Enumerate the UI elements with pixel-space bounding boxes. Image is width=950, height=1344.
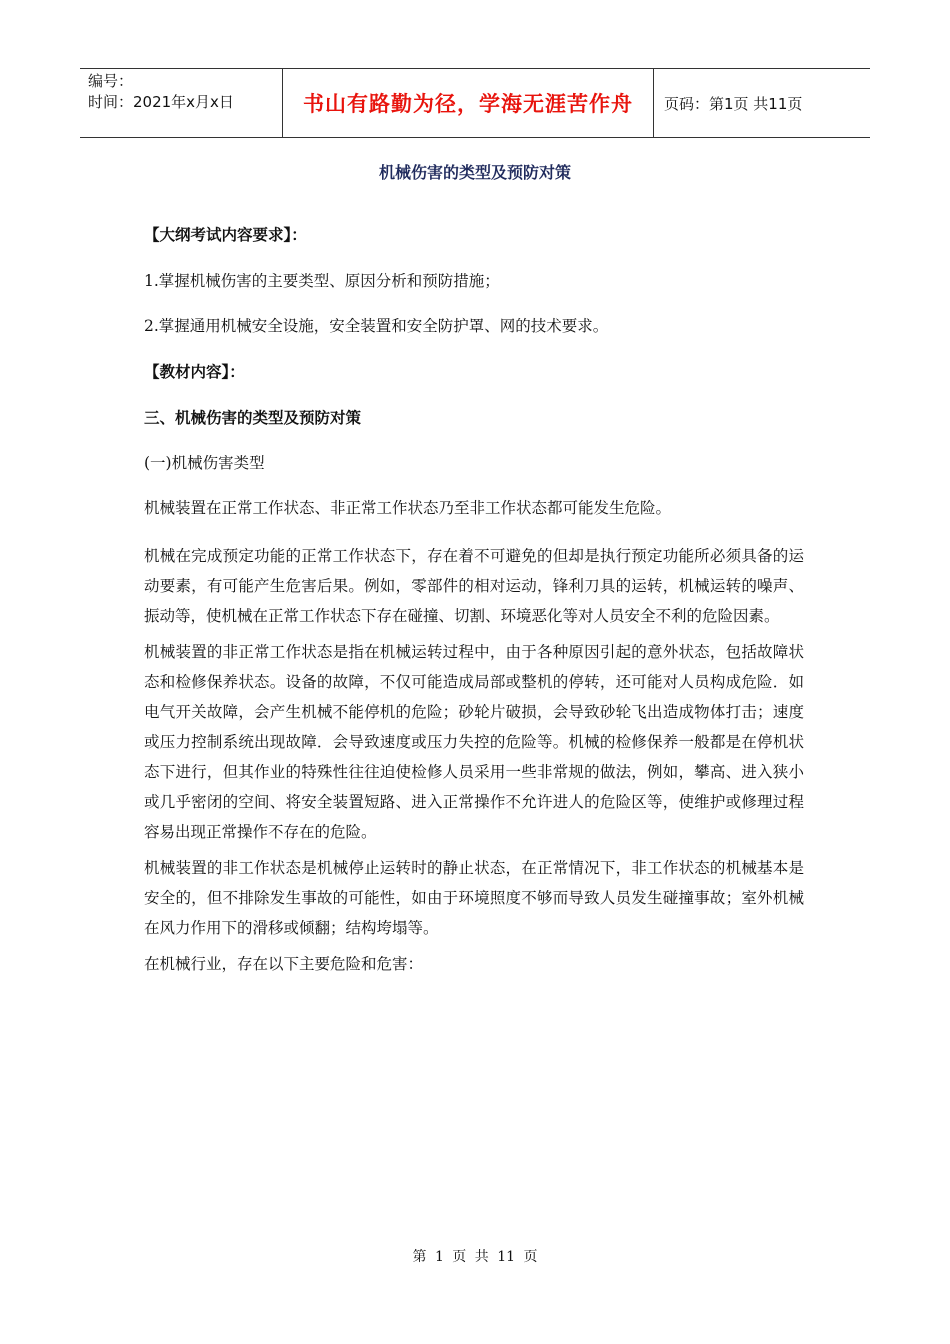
subsection-heading: (一)机械伤害类型 — [144, 454, 265, 472]
syllabus-item-1: 1.掌握机械伤害的主要类型、原因分析和预防措施； — [144, 272, 500, 290]
document-body — [144, 224, 804, 979]
body-paragraph: 机械在完成预定功能的正常工作状态下，存在着不可避免的但却是执行预定功能所必须具备的运动要素，有可能产生危害后果。例如，零部件的相对运动，锋利刀具的运转，机械运转的噪声、振动等，使机械在正常工作状态下存在碰撞、切割、环境恶化等对人员安全不利的危险因素。 — [144, 547, 804, 625]
motto-text: 书山有路勤为径，学海无涯苦作舟 — [303, 92, 633, 116]
body-paragraph: 在机械行业，存在以下主要危险和危害： — [144, 955, 424, 973]
document-title: 机械伤害的类型及预防对策 — [378, 163, 571, 182]
textbook-heading: 【教材内容】： — [144, 363, 245, 381]
page-footer: 第 1 页 共 11 页 — [412, 1249, 538, 1265]
header-page-cell — [654, 69, 870, 137]
body-paragraph: 机械装置的非工作状态是机械停止运转时的静止状态，在正常情况下，非工作状态的机械基本是安全的，但不排除发生事故的可能性，如由于环境照度不够而导致人员发生碰撞事故；室外机械在风力作用下的滑移或倾翻；结构垮塌等。 — [144, 859, 804, 937]
header-table — [80, 68, 870, 138]
syllabus-heading: 【大纲考试内容要求】： — [144, 226, 307, 244]
page-info: 页码：第1页 共11页 — [664, 94, 803, 113]
header-meta-cell — [80, 69, 282, 137]
syllabus-item-2: 2.掌握通用机械安全设施，安全装置和安全防护罩、网的技术要求。 — [144, 317, 609, 335]
serial-label: 编号： — [88, 72, 134, 90]
section-heading: 三、机械伤害的类型及预防对策 — [144, 409, 362, 427]
time-label: 时间：2021年x月x日 — [88, 93, 234, 111]
body-paragraph: 机械装置的非正常工作状态是指在机械运转过程中，由于各种原因引起的意外状态，包括故障状态和检修保养状态。设备的故障，不仅可能造成局部或整机的停转，还可能对人员构成危险．如电气开关故障，会产生机械不能停机的危险；砂轮片破损，会导致砂轮飞出造成物体打击；速度或压力控制系统出现故障．会导致速度或压力失控的危险等。机械的检修保养一般都是在停机状态下进行，但其作业的特殊性往往迫使检修人员采用一些非常规的做法，例如，攀高、进入狭小或几乎密闭的空间、将安全装置短路、进入正常操作不允许进人的危险区等，使维护或修理过程容易出现正常操作不存在的危险。 — [144, 643, 804, 841]
body-paragraph: 机械装置在正常工作状态、非正常工作状态乃至非工作状态都可能发生危险。 — [144, 499, 672, 517]
header-motto-cell — [282, 69, 654, 137]
